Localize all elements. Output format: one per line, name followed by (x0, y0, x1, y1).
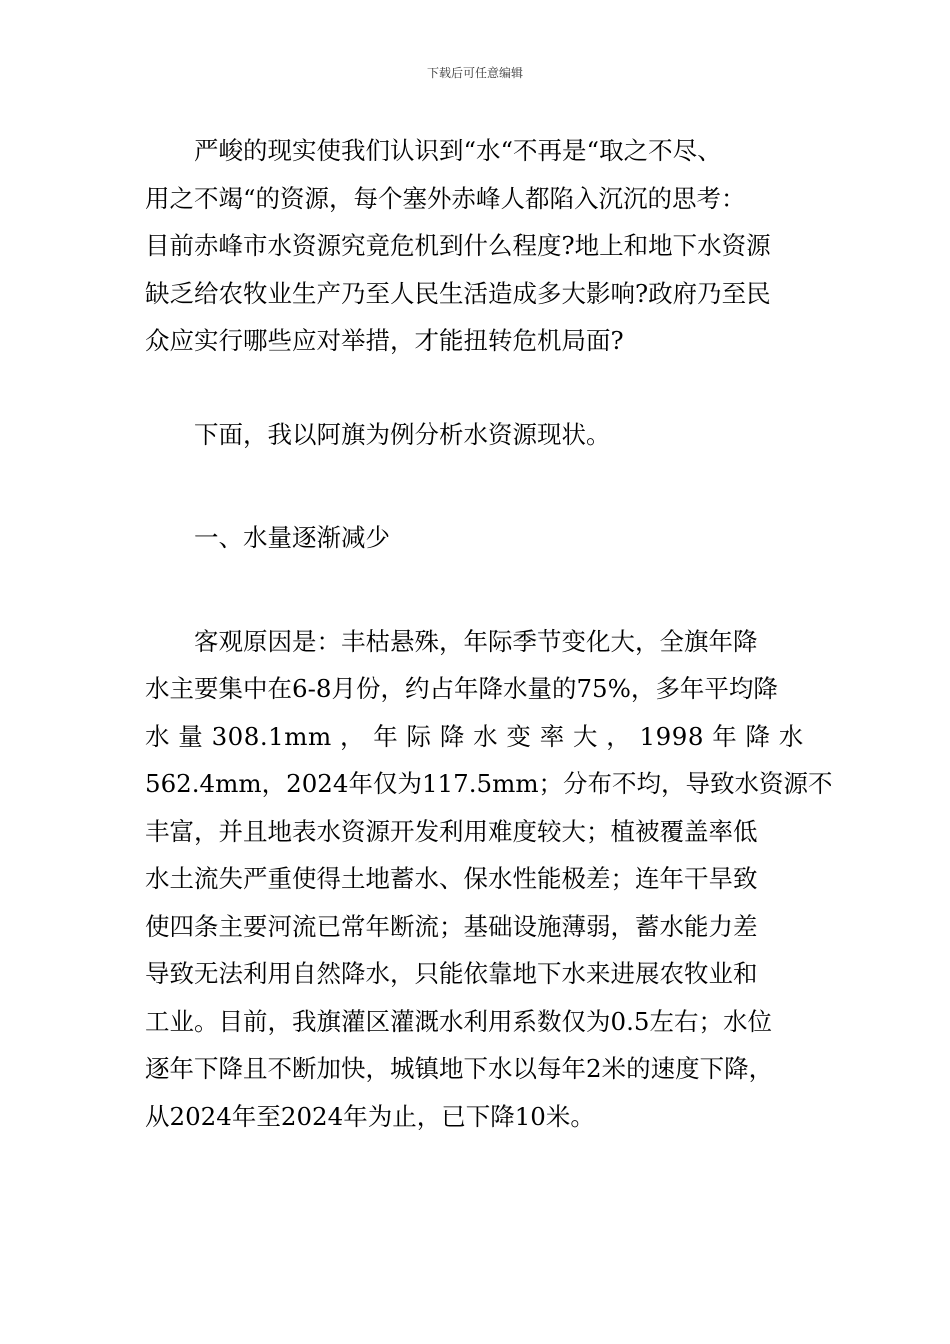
text-line: 水主要集中在6-8月份，约占年降水量的75%，多年平均降 (145, 674, 778, 703)
section-heading-text: 一、水量逐渐减少 (194, 523, 390, 552)
paragraph-analysis-intro (145, 411, 805, 459)
text-line: 水土流失严重使得土地蓄水、保水性能极差；连年干旱致 (145, 864, 758, 893)
text-line: 客观原因是：丰枯悬殊，年际季节变化大，全旗年降 (194, 626, 758, 656)
text-line: 众应实行哪些应对举措，才能扭转危机局面? (145, 326, 624, 355)
document-body (145, 127, 833, 1140)
text-line: 缺乏给农牧业生产乃至人民生活造成多大影响?政府乃至民 (145, 278, 771, 308)
text-line: 从2024年至2024年为止，已下降10米。 (145, 1101, 595, 1131)
text-line: 使四条主要河流已常年断流；基础设施薄弱，蓄水能力差 (145, 911, 758, 941)
text-line: 目前赤峰市水资源究竟危机到什么程度?地上和地下水资源 (145, 231, 771, 260)
text-line: 用之不竭“的资源，每个塞外赤峰人都陷入沉沉的思考： (145, 183, 746, 213)
page-header-note: 下载后可任意编辑 (426, 66, 523, 80)
paragraph-objective-causes (145, 618, 833, 1141)
paragraph-intro (145, 127, 805, 365)
section-heading (145, 514, 805, 562)
text-line: 水 量 308.1mm ， 年 际 降 水 变 率 大 ， 1998 年 降 水 (145, 721, 804, 751)
text-line: 导致无法利用自然降水，只能依靠地下水来进展农牧业和 (145, 959, 758, 988)
text-line: 下面，我以阿旗为例分析水资源现状。 (194, 419, 611, 449)
text-line: 562.4mm，2024年仅为117.5mm；分布不均，导致水资源不 (145, 769, 833, 798)
text-line: 严峻的现实使我们认识到“水“不再是“取之不尽、 (194, 136, 722, 165)
text-line: 逐年下降且不断加快，城镇地下水以每年2米的速度下降， (145, 1054, 774, 1083)
text-line: 工业。目前，我旗灌区灌溉水利用系数仅为0.5左右；水位 (145, 1006, 772, 1036)
text-line: 丰富，并且地表水资源开发利用难度较大；植被覆盖率低 (145, 816, 758, 846)
